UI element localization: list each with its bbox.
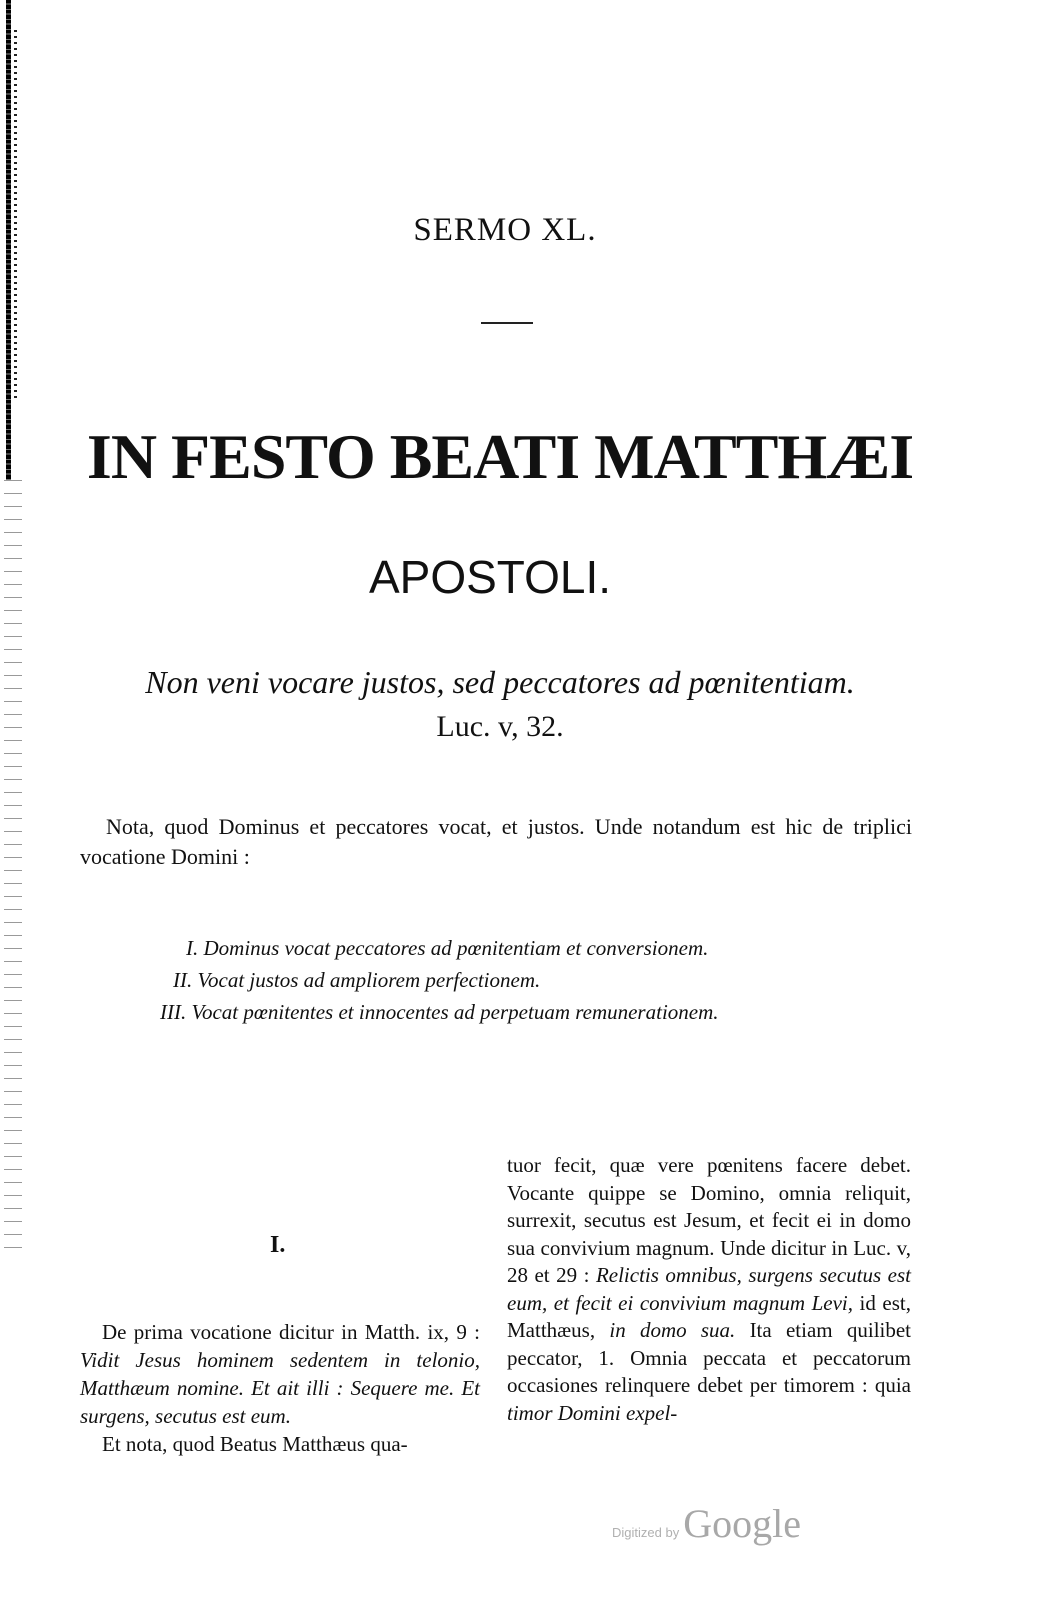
sermon-number: SERMO XL. (413, 212, 597, 248)
intro-paragraph (80, 812, 912, 872)
right-quote-b: Relictis omnibus, surgens secutus est eum, et fecit ei convivium magnum Levi, (507, 1263, 912, 1315)
right-text-a: tuor fecit, quæ vere pœnitens facere debet. Vocante quippe se Domino, omnia reliquit, surrexit, secutus est Jesum, et fecit ei in domo sua convivium magnum. Unde dicitur in Luc. v, 28 et 29 : (507, 1153, 911, 1287)
left-column (80, 1318, 480, 1458)
ornamental-dash (481, 322, 533, 324)
page-subtitle: APOSTOLI. (368, 551, 612, 603)
point-number: III. (160, 1000, 187, 1024)
watermark-prefix: Digitized by (612, 1525, 680, 1540)
point-item (160, 932, 880, 964)
right-quote-f: timor Domini expel- (507, 1400, 678, 1425)
intro-text: Nota, quod Dominus et peccatores vocat, et justos. Unde notandum est hic de triplici vocatione Domini : (80, 814, 912, 869)
point-item (160, 964, 880, 996)
point-number: I. (186, 936, 199, 960)
points-list (160, 932, 880, 1028)
right-paragraph (507, 1152, 911, 1427)
point-text: Dominus vocat peccatores ad pœnitentiam et conversionem. (203, 936, 709, 960)
left-text-a: De prima vocatione dicitur in Matth. ix, 9 : (102, 1320, 480, 1344)
point-text: Vocat pœnitentes et innocentes ad perpetuam remunerationem. (191, 1000, 719, 1024)
left-quote: Vidit Jesus hominem sedentem in telonio, Matthæum nomine. Et ait illi : Sequere me. Et surgens, secutus est eum. (80, 1348, 480, 1428)
left-text-c: Et nota, quod Beatus Matthæus qua- (102, 1432, 408, 1456)
watermark-logo: Google (683, 1501, 801, 1546)
digitized-watermark (612, 1500, 801, 1550)
scan-edge-artifact (0, 0, 30, 1250)
right-quote-d: in domo sua. (609, 1318, 736, 1342)
epigraph: Non veni vocare justos, sed peccatores ad pœnitentiam. (145, 664, 855, 700)
page-title: IN FESTO BEATI MATTHÆI (86, 421, 914, 492)
right-column (507, 1152, 911, 1427)
left-paragraph-2 (80, 1430, 480, 1458)
point-text: Vocat justos ad ampliorem perfectionem. (197, 968, 541, 992)
right-text-c: id est, Matthæus, (507, 1290, 911, 1342)
point-number: II. (173, 968, 193, 992)
left-paragraph (80, 1318, 480, 1430)
right-text-e: Ita etiam quilibet peccator, 1. Omnia peccata et peccatorum occasiones relinquere debet per timorem : quia (507, 1318, 912, 1397)
point-item (160, 996, 880, 1028)
section-number: I. (270, 1232, 286, 1258)
epigraph-reference: Luc. v, 32. (436, 710, 564, 743)
